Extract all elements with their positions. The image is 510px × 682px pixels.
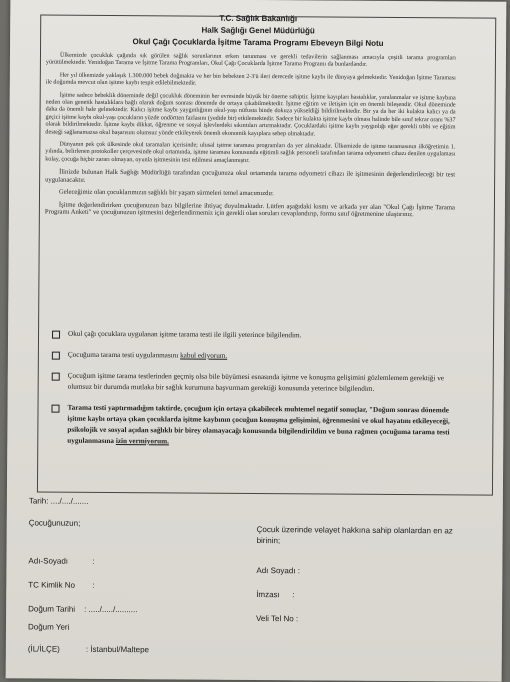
phone-field[interactable]: Veli Tel No : xyxy=(256,614,299,624)
birthplace-label: Doğum Yeri xyxy=(27,622,70,632)
tc-field[interactable]: : xyxy=(92,580,95,590)
child-name-label: Adı-Soyadı xyxy=(28,556,69,566)
paragraph: Her yıl ülkemizde yaklaşık 1.300.000 bebek doğmakta ve her bin bebekten 2-3'ü ileri derecede işitme kaybı ile dünyaya gelmektedir. Yenidoğan İşitme Taraması ile doğumda mevcut olan işitme kaybı tespit edilebilmektedir. xyxy=(45,72,456,87)
option-text: Çocuğuma tarama testi uygulanmasını xyxy=(67,350,181,360)
consent-option-accept xyxy=(44,350,464,364)
checkbox[interactable] xyxy=(52,373,60,381)
info-text xyxy=(45,53,456,224)
option-text: Çocuğum işitme tarama testlerinden geçmiş olsa bile büyümesi esnasında işitme ve konuşma gelişimini gözlemlemem gerektiği ve olumsuz bir durumda mutlaka bir sağlık kurumuna başvurmam gerektiği konusunda yeterince bilgilendim. xyxy=(67,371,445,393)
consent-option-refuse xyxy=(43,403,463,450)
option-text: Tarama testi yaptırmadığım taktirde, çocuğum için ortaya çıkabilecek muhtemel negatif sonuçlar, "Doğum sonrası dönemde işitme kaybı ortaya çıkan çocuklarda işitme kaybının çocuğun konuşma gelişimini, öğrenmesini ve okul hayatını etkileyeceği, psikolojik ve sosyal açıdan sağlıklı bir birey olamayacağı konusunda bilgilendirildim ve buna rağmen çocuğuma tarama testi uygulanmasına xyxy=(67,403,450,446)
paragraph: İşitme değerlendirirken çocuğunuzun bazı bilgilerine ihtiyaç duyulmaktadır. Lütfen aşağıdaki kısmı ve arkada yer alan "Okul Çağı İşitme Tarama Programı Anketi" ve çocuğunuzun işitmesini değerlendirmemiz için gerekli olan soruları cevaplandırıp, formu sınıf öğretmenine ulaştırınız. xyxy=(44,201,455,219)
document-title: Okul Çağı Çocuklarda İşitme Tarama Programı Ebeveyn Bilgi Notu xyxy=(132,37,384,48)
ministry-title: T.C. Sağlık Bakanlığı xyxy=(219,13,298,24)
checkbox[interactable] xyxy=(52,352,60,360)
checkbox[interactable] xyxy=(51,405,59,413)
signature-field[interactable]: : xyxy=(292,590,295,600)
signature-label: İmzası xyxy=(256,590,280,600)
consent-option-monitoring xyxy=(44,371,464,396)
accept-link-text: kabul ediyorum. xyxy=(180,351,228,360)
child-heading: Çocuğunuzun; xyxy=(28,518,81,528)
checkbox[interactable] xyxy=(52,331,60,339)
paragraph: İşitme sadece bebeklik döneminde değil çocukluk döneminin her evresinde büyük bir öneme sahiptir. İşitme kayıpları hastalıklar, yaralanmalar ve işitme kaybına neden olan genetik hastalıklara bağlı olarak doğum sonrası dönemde de ortaya çıkabilmektedir. İşitme eğitim ve iletişim için en önemli bileşendir. Okul döneminde daha da önemli hale gelmektedir. Kalıcı işitme kaybı yaygınlığının okul-yaşı nüfusta binde dokuza yükseldiği bildirilmektedir. Bir ya da her iki kulakta kalıcı ya da geçici işitme kaybı okul-yaşı çocukların yüzde ondörtten fazlasını (yedide bir) etkilemektedir. Sadece bir kulakta işitme kaybı olması halinde bile sınıf tekrar oranı %37 olarak bildirilmektedir. İşitme kaybı dikkat, öğrenme ve sosyal işlevlerdeki sıkıntıları artırmaktadır. Çocuklardaki işitme kaybı yaygınlığı eğer gerekli tıbbi ve eğitim desteği sağlanamazsa okul başarısını olumsuz yönde etkileyerek önemli ekonomik kayıplara sebep olmaktadır. xyxy=(45,92,456,138)
consent-options xyxy=(43,329,464,460)
paragraph: Ülkemizde çocukluk çağında sık görülen sağlık sorunlarının erken tanınması ve gerekli tedavilerin sağlanması amacıyla çeşitli tarama programları yürütülmektedir. Yenidoğan Tarama ve İşitme Tarama Programları, Okul Çağı Çocuklarda İşitme Tarama Programı da bunlardandır. xyxy=(45,52,456,69)
refuse-link-text: izin vermiyorum. xyxy=(115,437,169,446)
directorate-title: Halk Sağlığı Genel Müdürlüğü xyxy=(201,25,315,36)
date-field[interactable]: Tarih: ..../..../....... xyxy=(28,496,89,506)
district-field[interactable]: : İstanbul/Maltepe xyxy=(85,644,150,655)
guardian-heading: Çocuk üzerinde velayet hakkına sahip olanlardan en az birinin; xyxy=(256,525,453,546)
document-page xyxy=(6,0,507,682)
paragraph: Geleceğimiz olan çocuklarımızın sağlıklı bir yaşam sürmeleri temel amacımızdır. xyxy=(59,188,274,198)
paragraph: Dünyanın pek çok ülkesinde okul taramaları içerisinde; ulusal işitme taraması programları da yer almaktadır. Ülkemizde de işitme taramasının ilköğretimin 1. yılında, belirlenen protokoller çerçevesinde okul ortamında, işitme taraması konusunda eğitimli sağlık personeli tarafından tarama odyometri cihazı denilen uygulaması kolay, çocuğa hiçbir zararı olmayan, oyunla işitmesinin test edilmesi amaçlanmıştır. xyxy=(45,141,456,164)
option-text: Okul çağı çocuklara uygulanan işitme tarama testi ile ilgili yeterince bilgilendim. xyxy=(68,329,302,340)
guardian-name-field[interactable]: Adı Soyadı : xyxy=(256,566,301,576)
child-name-field[interactable]: : xyxy=(92,556,95,566)
birth-date-field[interactable]: : ...../...../.......... xyxy=(84,604,138,615)
birth-date-label: Doğum Tarihi xyxy=(28,604,76,614)
tc-label: TC Kimlik No xyxy=(28,580,75,590)
paragraph: İlinizde bulunan Halk Sağlığı Müdürlüğü tarafından çocuğunuza okul ortamında tarama odyometri cihazı ile işitmesinin değerlendirileceği bir test uygulanacaktır. xyxy=(45,168,456,184)
district-label: (İL/İLÇE) xyxy=(27,644,60,654)
consent-option-informed xyxy=(44,329,464,343)
